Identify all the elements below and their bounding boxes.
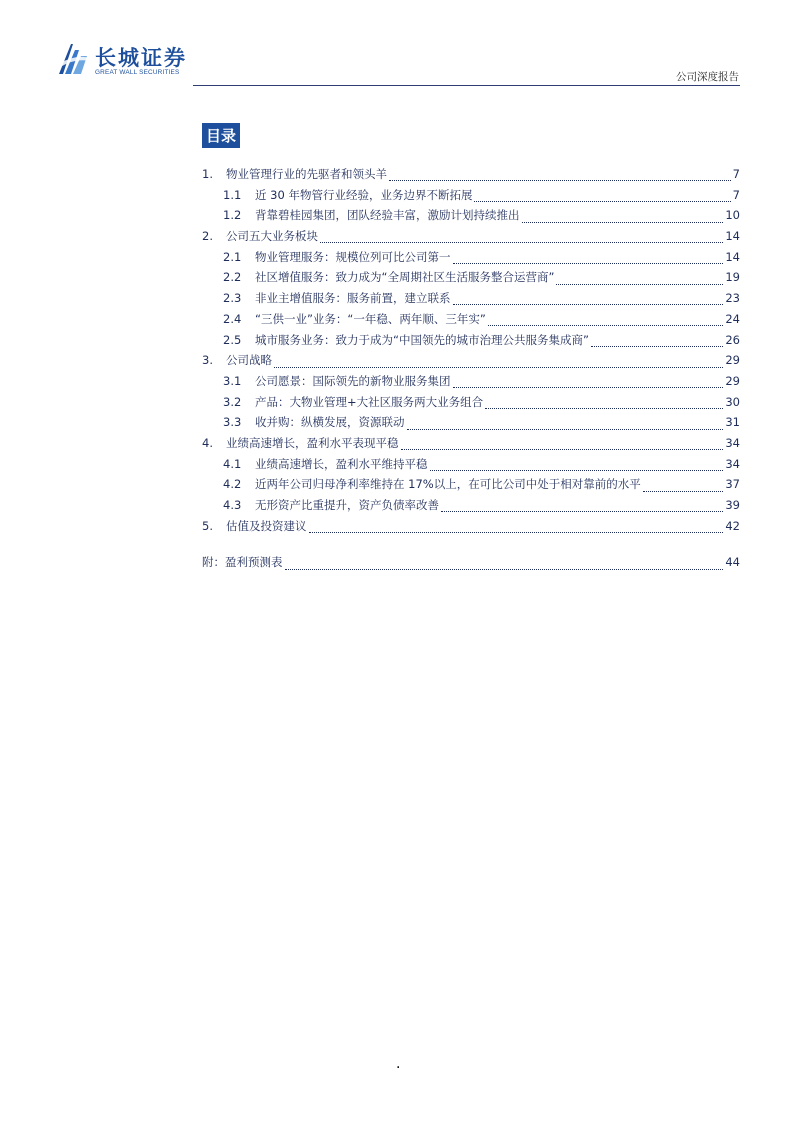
toc-section-entry[interactable] — [202, 166, 740, 187]
toc-dot-leader — [556, 283, 723, 285]
toc-entry-title: 无形资产比重提升，资产负债率改善 — [255, 498, 439, 512]
toc-page-number: 10 — [725, 208, 740, 223]
toc-subsection-entry[interactable] — [202, 456, 740, 477]
toc-section-entry[interactable] — [202, 352, 740, 373]
toc-dot-leader — [320, 241, 723, 243]
toc-page-number: 19 — [725, 270, 740, 285]
toc-entry-title: “三供一业”业务：“一年稳、两年顺、三年实” — [255, 311, 486, 326]
toc-dot-leader — [441, 510, 723, 512]
toc-dot-leader — [401, 448, 724, 450]
toc-subsection-entry[interactable] — [202, 373, 740, 394]
toc-entry-title: 城市服务业务：致力于成为“中国领先的城市治理公共服务集成商” — [255, 332, 589, 347]
toc-subsection-entry[interactable] — [202, 207, 740, 228]
toc-dot-leader — [453, 262, 724, 264]
toc-entry-number: 1. — [202, 167, 213, 181]
company-logo — [57, 42, 197, 82]
toc-entry-title: 附：盈利预测表 — [202, 555, 283, 570]
toc-page-number: 31 — [725, 415, 740, 430]
toc-entry-title: 业绩高速增长，盈利水平表现平稳 — [226, 435, 399, 450]
toc-dot-leader — [389, 179, 731, 181]
toc-entry-number: 3.3 — [223, 415, 242, 430]
toc-page-number: 7 — [732, 167, 740, 181]
toc-entry-number: 2.3 — [223, 291, 242, 306]
toc-entry-number: 2.1 — [223, 249, 242, 264]
toc-page-number: 23 — [725, 291, 740, 306]
toc-dot-leader — [309, 531, 724, 533]
toc-page-number: 39 — [725, 498, 740, 512]
toc-entry-number: 5. — [202, 518, 213, 533]
toc-subsection-entry[interactable] — [202, 332, 740, 353]
toc-entry-title: 社区增值服务：致力成为“全周期社区生活服务整合运营商” — [255, 270, 555, 285]
toc-dot-leader — [285, 568, 724, 570]
toc-dot-leader — [488, 324, 724, 326]
toc-page-number: 29 — [725, 353, 740, 368]
toc-entry-number: 3. — [202, 353, 213, 368]
toc-subsection-entry[interactable] — [202, 311, 740, 332]
toc-section-entry[interactable] — [202, 435, 740, 456]
toc-entry-number: 4.2 — [223, 477, 242, 492]
toc-dot-leader — [591, 345, 723, 347]
toc-entry-title: 近两年公司归母净利率维持在 17%以上，在可比公司中处于相对靠前的水平 — [255, 477, 641, 492]
toc-entry-title: 公司五大业务板块 — [226, 229, 318, 244]
toc-entry-title: 产品：大物业管理+大社区服务两大业务组合 — [255, 394, 484, 409]
logo-chinese-name: 长城证券 — [95, 46, 187, 70]
logo-mark-icon — [57, 42, 91, 76]
toc-page-number: 30 — [725, 394, 740, 409]
toc-section-entry[interactable] — [202, 518, 740, 539]
toc-subsection-entry[interactable] — [202, 497, 740, 518]
page-header — [0, 0, 793, 92]
toc-entry-title: 公司愿景：国际领先的新物业服务集团 — [255, 373, 451, 388]
toc-subsection-entry[interactable] — [202, 290, 740, 311]
toc-entry-title: 收并购：纵横发展，资源联动 — [255, 415, 405, 430]
table-of-contents — [202, 166, 740, 575]
toc-subsection-entry[interactable] — [202, 249, 740, 270]
toc-page-number: 24 — [725, 311, 740, 326]
toc-dot-leader — [485, 407, 723, 409]
toc-page-number: 7 — [732, 187, 740, 202]
toc-section-entry[interactable] — [202, 554, 740, 575]
toc-title: 目录 — [202, 123, 240, 148]
toc-subsection-entry[interactable] — [202, 269, 740, 290]
toc-subsection-entry[interactable] — [202, 414, 740, 435]
toc-entry-number: 4.1 — [223, 456, 242, 471]
toc-entry-title: 非业主增值服务：服务前置，建立联系 — [255, 291, 451, 306]
toc-entry-number: 1.1 — [223, 187, 242, 202]
toc-dot-leader — [453, 303, 724, 305]
toc-dot-leader — [522, 221, 724, 223]
toc-entry-title: 物业管理行业的先驱者和领头羊 — [226, 167, 387, 181]
footer-mark: . — [396, 1056, 401, 1072]
toc-dot-leader — [430, 469, 724, 471]
toc-entry-title: 背靠碧桂园集团，团队经验丰富，激励计划持续推出 — [255, 208, 520, 223]
toc-page-number: 34 — [725, 435, 740, 450]
toc-subsection-entry[interactable] — [202, 187, 740, 208]
toc-dot-leader — [274, 366, 723, 368]
toc-page-number: 34 — [725, 456, 740, 471]
toc-entry-number: 3.2 — [223, 394, 242, 409]
toc-entry-number: 4. — [202, 435, 213, 450]
toc-entry-title: 公司战略 — [226, 353, 272, 368]
toc-subsection-entry[interactable] — [202, 394, 740, 415]
toc-entry-number: 2.4 — [223, 311, 242, 326]
toc-page-number: 14 — [725, 249, 740, 264]
toc-page-number: 14 — [725, 229, 740, 244]
toc-subsection-entry[interactable] — [202, 476, 740, 497]
toc-dot-leader — [407, 428, 724, 430]
toc-entry-title: 物业管理服务：规模位列可比公司第一 — [255, 249, 451, 264]
toc-dot-leader — [643, 490, 724, 492]
toc-page-number: 37 — [725, 477, 740, 492]
toc-dot-leader — [453, 386, 724, 388]
toc-entry-title: 估值及投资建议 — [226, 518, 307, 533]
toc-dot-leader — [474, 200, 730, 202]
toc-spacer — [202, 538, 740, 554]
toc-section-entry[interactable] — [202, 228, 740, 249]
toc-page-number: 29 — [725, 373, 740, 388]
document-type: 公司深度报告 — [676, 71, 739, 83]
toc-entry-title: 业绩高速增长，盈利水平维持平稳 — [255, 456, 428, 471]
toc-entry-number: 3.1 — [223, 373, 242, 388]
toc-entry-title: 近 30 年物管行业经验，业务边界不断拓展 — [255, 187, 473, 202]
toc-page-number: 44 — [725, 555, 740, 570]
logo-english-name: GREAT WALL SECURITIES — [95, 69, 180, 76]
toc-entry-number: 1.2 — [223, 208, 242, 223]
toc-entry-number: 2. — [202, 229, 213, 244]
toc-entry-number: 4.3 — [223, 498, 242, 512]
toc-page-number: 26 — [725, 332, 740, 347]
toc-page-number: 42 — [725, 518, 740, 533]
header-divider — [193, 85, 740, 86]
toc-entry-number: 2.5 — [223, 332, 242, 347]
toc-entry-number: 2.2 — [223, 270, 242, 285]
